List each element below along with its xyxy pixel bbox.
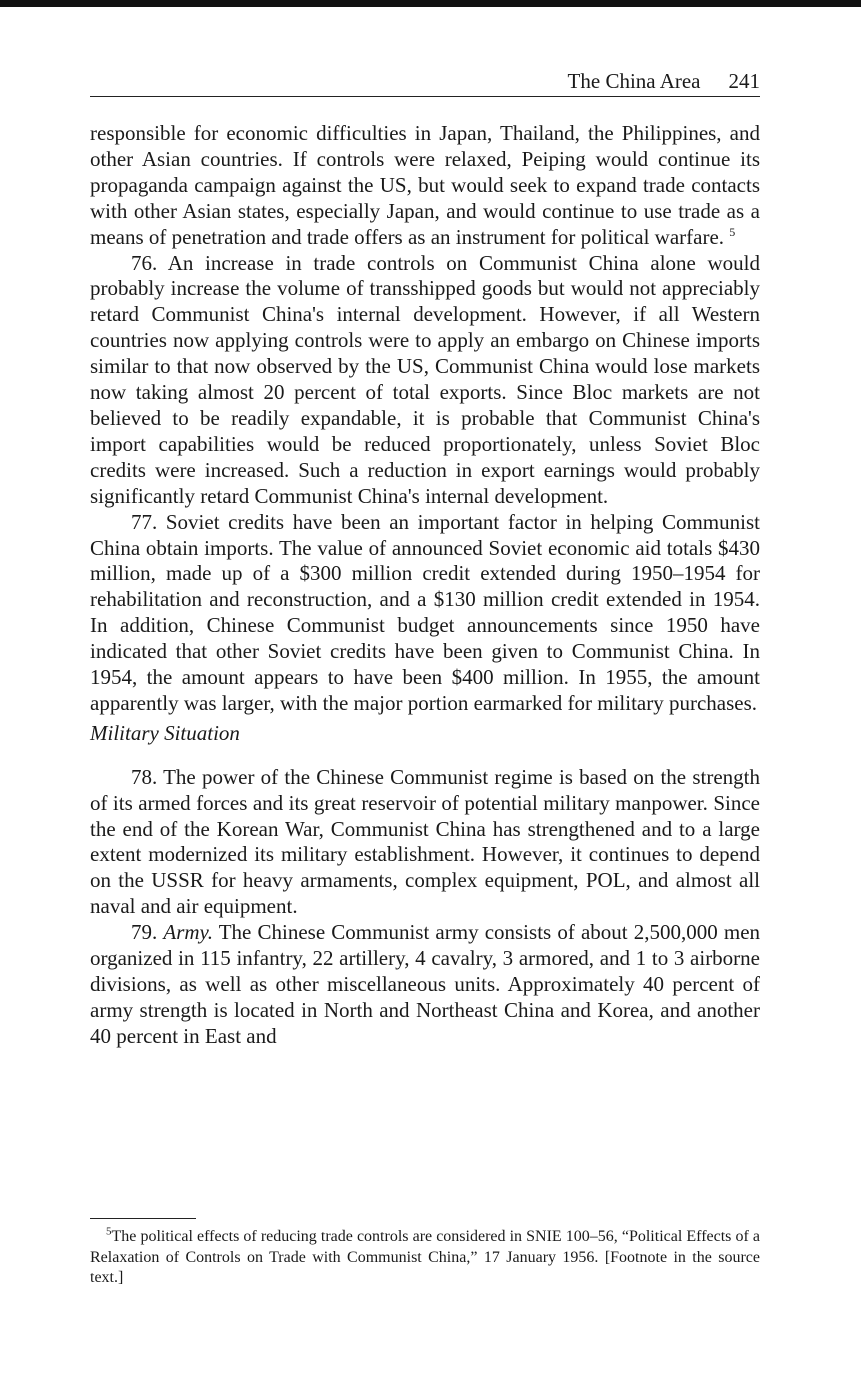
running-header-title: The China Area bbox=[567, 69, 701, 93]
paragraph-79 bbox=[90, 920, 760, 1050]
paragraph-75-text: responsible for economic difficulties in Japan, Thailand, the Philippines, and other Asian countries. If controls were relaxed, Peiping would continue its propaganda campaign against the US, but would seek to expand trade contacts with other Asian states, especially Japan, and would continue to use trade as a means of penetration and trade offers as an instrument for political warfare. bbox=[90, 121, 760, 249]
footnote-marker: 5 bbox=[106, 1225, 112, 1238]
paragraph-76: 76. An increase in trade controls on Communist China alone would probably increase the volume of transshipped goods but would not appreciably retard Communist China's internal development. However, if all Western countries now applying controls were to apply an embargo on Chinese imports similar to that now observed by the US, Communist China would lose markets now taking almost 20 percent of total exports. Since Bloc markets are not believed to be readily expandable, it is probable that Communist China's import capabilities would be reduced proportionately, unless Soviet Bloc credits were increased. Such a reduction in export earnings would probably significantly retard Communist China's internal development. bbox=[90, 250, 760, 508]
paragraph-79-label: Army. bbox=[163, 920, 213, 945]
footnote bbox=[90, 1227, 760, 1289]
paragraph-79-text: The Chinese Communist army consists of about 2,500,000 men organized in 115 infantry, 22 artillery, 4 cavalry, 3 armored, and 1 to 3 airborne divisions, as well as other miscellaneous units. Approximately 40 percent of army strength is located in North and Northeast China and Korea, and another 40 percent in East and bbox=[90, 920, 761, 1048]
paragraph-79-number: 79. bbox=[131, 920, 158, 945]
footnote-text: The political effects of reducing trade controls are considered in SNIE 100–56, “Political Effects of a Relaxation of Controls on Trade with Communist China,” 17 January 1956. [Footnote in the source text.] bbox=[90, 1228, 760, 1286]
footnote-reference: 5 bbox=[729, 224, 736, 239]
paragraph-77: 77. Soviet credits have been an important factor in helping Communist China obtain imports. The value of announced Soviet economic aid totals $430 million, made up of a $300 million credit extended during 1950–1954 for rehabilitation and reconstruction, and a $130 million credit extended in 1954. In addition, Chinese Communist budget announcements since 1950 have indicated that other Soviet credits have been given to Communist China. In 1954, the amount appears to have been $400 million. In 1955, the amount apparently was larger, with the major portion earmarked for military purchases. bbox=[90, 509, 760, 715]
body-text bbox=[90, 121, 760, 1050]
footnote-divider bbox=[90, 1218, 196, 1219]
paragraph-75-continued bbox=[90, 121, 760, 251]
page-top-edge bbox=[0, 0, 861, 7]
section-subhead: Military Situation bbox=[90, 720, 240, 745]
paragraph-78: 78. The power of the Chinese Communist regime is based on the strength of its armed forces and its great reservoir of potential military manpower. Since the end of the Korean War, Communist China has strengthened and to a large extent modernized its military establishment. However, it continues to depend on the USSR for heavy armaments, complex equipment, POL, and almost all naval and air equipment. bbox=[90, 764, 760, 919]
page-number: 241 bbox=[728, 69, 760, 93]
running-header bbox=[90, 66, 760, 97]
